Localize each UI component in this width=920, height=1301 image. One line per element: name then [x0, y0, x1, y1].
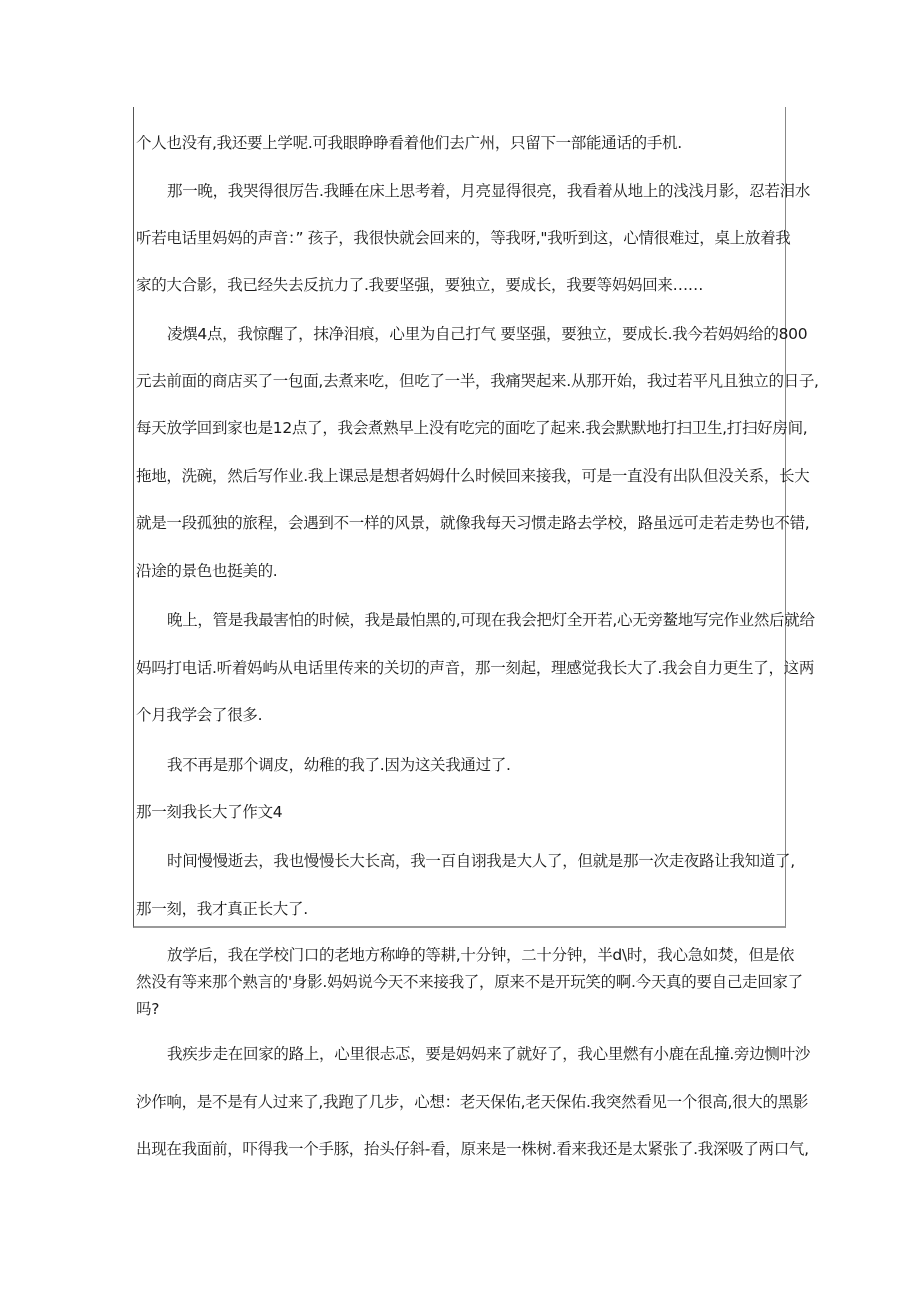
text-line: 妈吗打电话.听着妈屿从电话里传来的关切的声音，那一刻起，理感觉我长大了.我会自力更生了，这两 — [136, 659, 815, 677]
paragraph-start-line: 时间慢慢逝去，我也慢慢长大长高，我一百自诩我是大人了，但就是那一次走夜路让我知道了, — [167, 852, 795, 870]
text-line: 听若电话里妈妈的声音：” 孩子，我很快就会回来的，等我呀,"我听到这，心情很难过，桌上放着我 — [136, 229, 791, 247]
text-line: 拖地，洗碗，然后写作业.我上课忌是想者妈姆什么时候回来接我，可是一直没有出队但没关系，长大 — [136, 467, 810, 485]
text-line: 沙作响，是不是有人过来了,我跑了几步，心想：老天保佑,老天保佑.我突然看见一个很高,很大的黑影 — [136, 1093, 809, 1111]
text-line: 家的大合影，我已经失去反抗力了.我要坚强，要独立，要成长，我要等妈妈回来…… — [136, 276, 704, 294]
text-line: 那一刻，我才真正长大了. — [136, 900, 308, 918]
text-line: 出现在我面前，吓得我一个手豚，抬头仔斜-看，原来是一株树.看来我还是太紧张了.我深吸了两口气, — [136, 1140, 809, 1158]
paragraph-start-line: 凌熼4点，我惊醒了，抹净泪痕，心里为自己打气 要坚强，要独立，要成长.我今若妈妈给的800 — [167, 325, 808, 343]
text-line: 元去前面的商店买了一包面,去煮来吃，但吃了一半，我痛哭起来.从那开始，我过若平凡且独立的日子, — [136, 372, 819, 390]
section-heading: 那一刻我长大了作文4 — [136, 803, 283, 821]
text-line: 每天放学回到家也是12点了，我会煮熟早上没有吃完的面吃了起来.我会默默地打扫卫生,打扫好房间, — [136, 419, 808, 437]
paragraph-start-line: 那一晚，我哭得很厉告.我睡在床上思考着，月亮显得很亮，我看着从地上的浅浅月影，忍若泪水 — [167, 182, 811, 200]
paragraph-start-line: 放学后，我在学校门口的老地方称峥的等耕,十分钟，二十分钟，半d\时，我心急如焚，但是依 — [167, 946, 795, 964]
text-line: 沿途的景色也挺美的. — [136, 562, 278, 580]
paragraph-start-line: 晚上，管是我最害怕的时候，我是最怕黑的,可现在我会把灯全开若,心无旁鳌地写完作业然后就给 — [167, 611, 815, 629]
text-line: 吗? — [136, 1000, 160, 1018]
text-line: 个人也没有,我还要上学呢.可我眼睁睁看着他们去广州，只留下一部能通话的手机. — [136, 134, 682, 152]
paragraph-start-line: 我疾步走在回家的路上，心里很忐忑，要是妈妈来了就好了，我心里燃有小鹿在乱撞.旁边恻叶沙 — [167, 1045, 811, 1063]
paragraph-start-line: 我不再是那个调皮，幼稚的我了.因为这关我通过了. — [167, 756, 511, 774]
text-line: 就是一段孤独的旅程，会遇到不一样的风景，就像我每天习惯走路去学校，路虽远可走若走势也不错, — [136, 514, 810, 532]
text-line: 个月我学会了很多. — [136, 706, 263, 724]
text-line: 然没有等来那个熟言的'身影.妈妈说今天不来接我了，原来不是开玩笑的啊.今天真的要自己走回家了 — [136, 973, 803, 991]
